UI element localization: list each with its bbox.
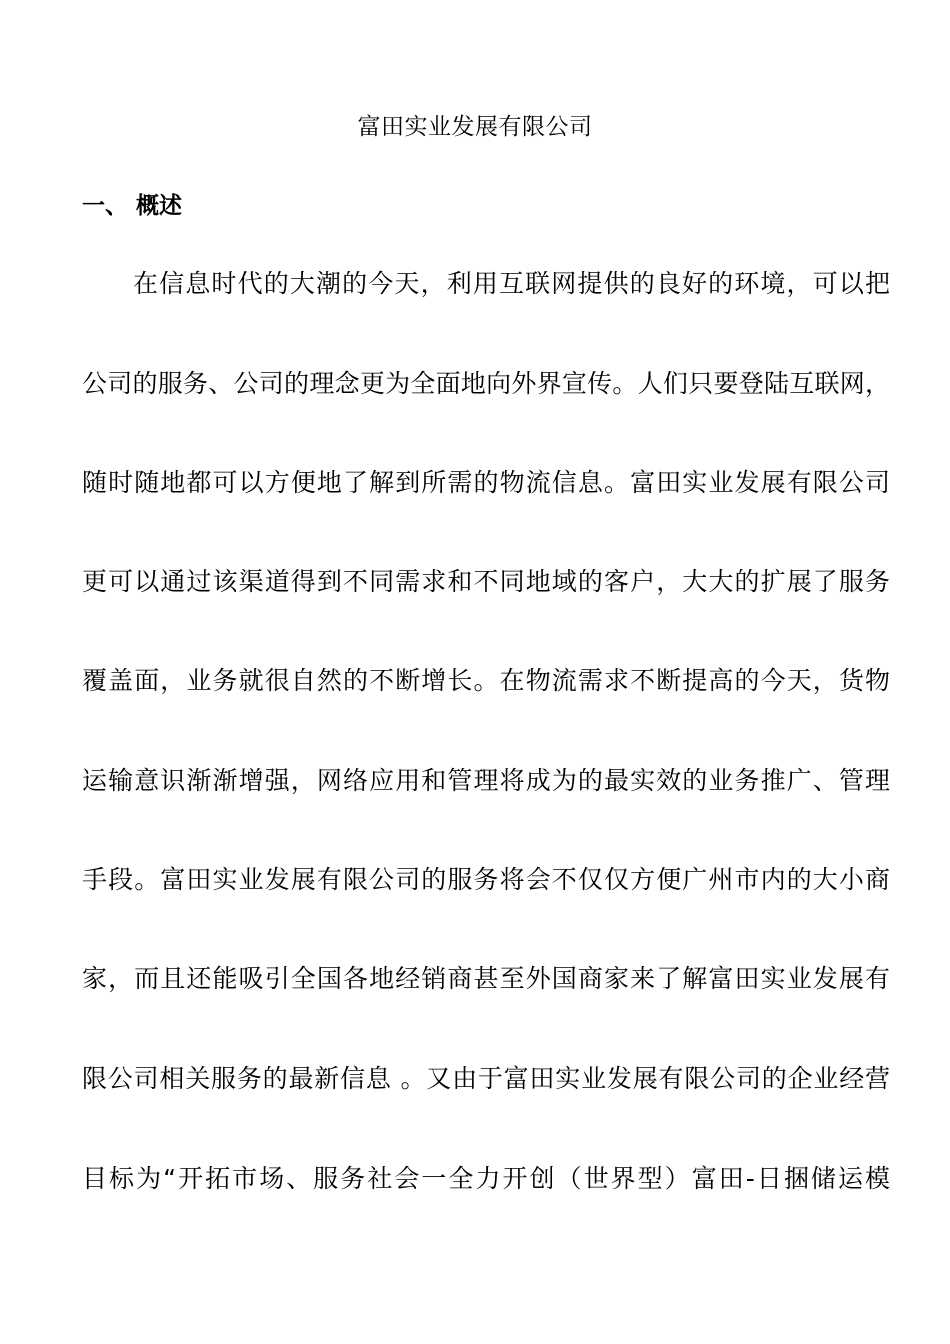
paragraph-line: 更可以通过该渠道得到不同需求和不同地域的客户，大大的扩展了服务 <box>82 567 890 596</box>
paragraph-line: 家，而且还能吸引全国各地经销商甚至外国商家来了解富田实业发展有 <box>82 964 890 993</box>
paragraph-line: 覆盖面，业务就很自然的不断增长。在物流需求不断提高的今天，货物 <box>82 666 890 695</box>
paragraph-line: 限公司相关服务的最新信息 。又由于富田实业发展有限公司的企业经营 <box>82 1064 890 1093</box>
paragraph-line: 目标为“开拓市场、服务社会一全力开创（世界型）富田-日捆储运模 <box>82 1164 890 1193</box>
paragraph-line: 手段。富田实业发展有限公司的服务将会不仅仅方便广州市内的大小商 <box>82 865 890 894</box>
section-heading: 一、 概述 <box>82 193 183 219</box>
paragraph-line: 随时随地都可以方便地了解到所需的物流信息。富田实业发展有限公司 <box>82 468 890 497</box>
paragraph-line: 公司的服务、公司的理念更为全面地向外界宣传。人们只要登陆互联网， <box>82 369 890 398</box>
paragraph-line: 在信息时代的大潮的今天，利用互联网提供的良好的环境，可以把 <box>133 269 890 298</box>
paragraph-line: 运输意识渐渐增强，网络应用和管理将成为的最实效的业务推广、管理 <box>82 766 890 795</box>
document-title: 富田实业发展有限公司 <box>357 114 593 140</box>
